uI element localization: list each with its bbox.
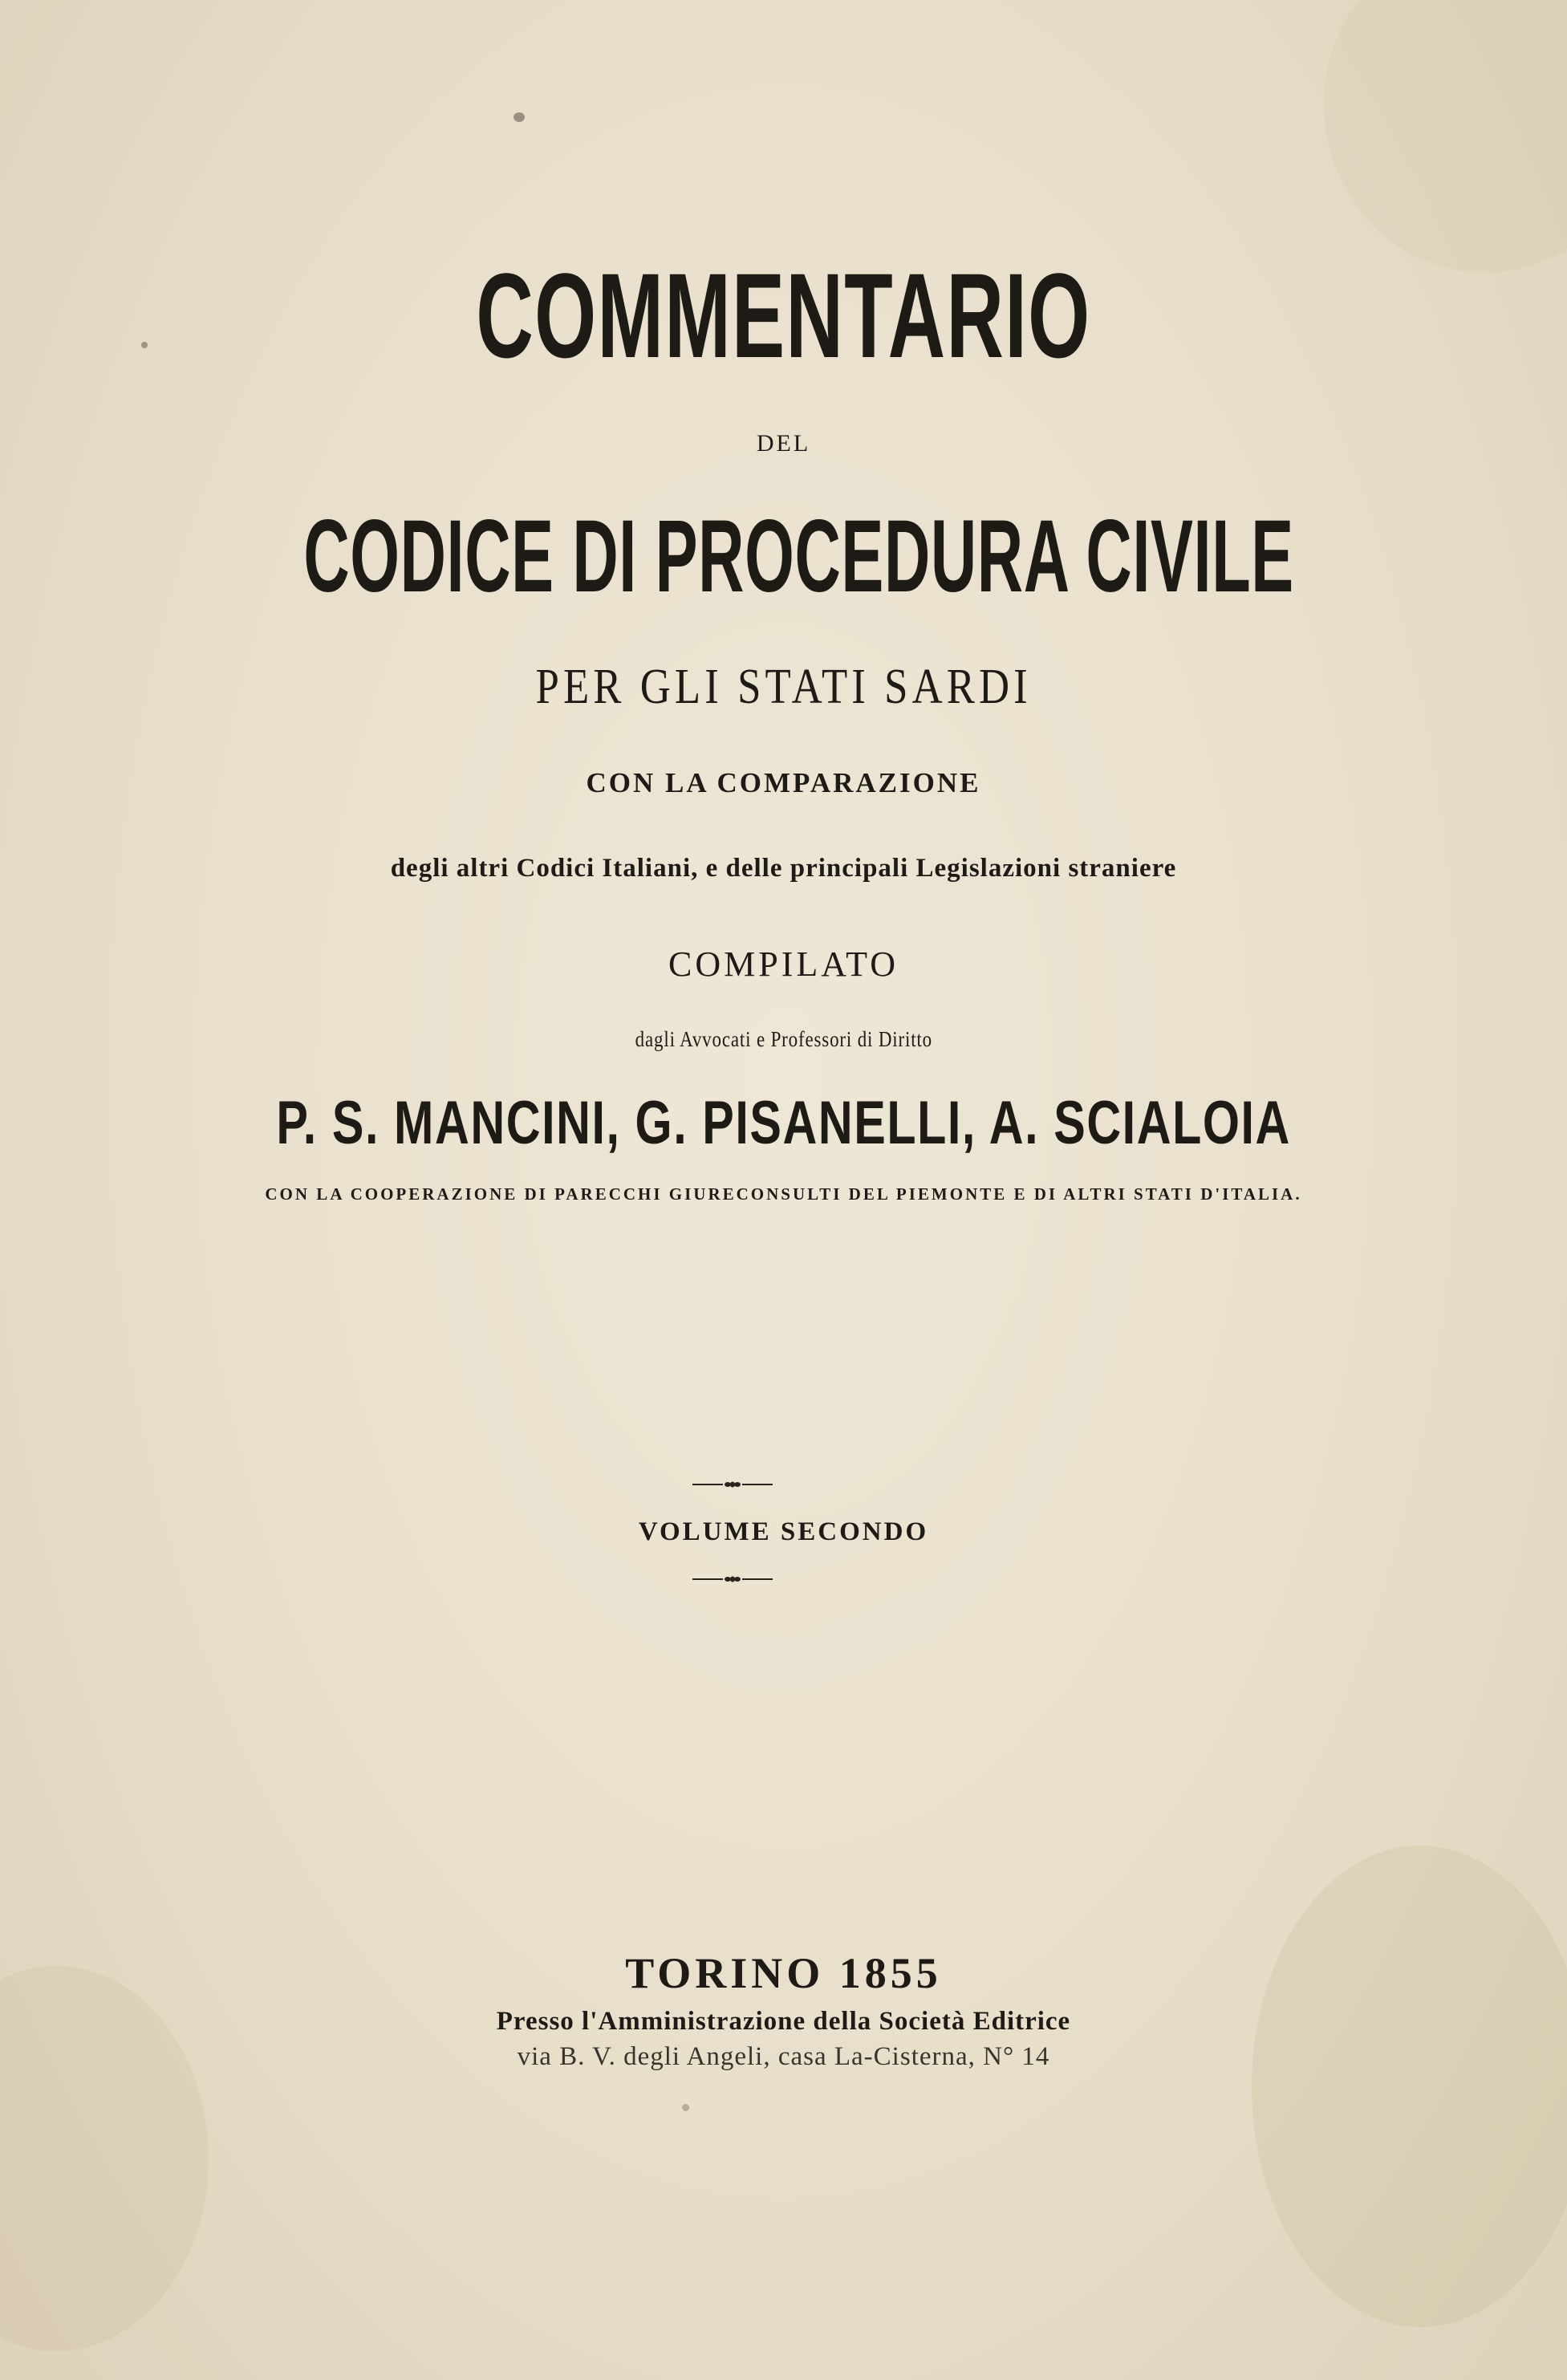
jurisdiction xyxy=(0,662,1567,712)
paper-foxing xyxy=(1324,0,1567,273)
paper-foxing xyxy=(1252,1846,1567,2327)
imprint-publisher: Presso l'Amministrazione della Società Editrice xyxy=(496,2007,1071,2036)
paper-spot xyxy=(682,2104,689,2111)
book-subject xyxy=(0,499,1567,614)
book-title-text: COMMENTARIO xyxy=(476,248,1091,383)
rule-ornament-top xyxy=(692,1480,773,1489)
book-title xyxy=(0,248,1567,383)
imprint-address: via B. V. degli Angeli, casa La-Cisterna, N° 14 xyxy=(517,2042,1050,2071)
compiled-label: COMPILATO xyxy=(668,944,899,984)
jurisdiction-text: PER GLI STATI SARDI xyxy=(535,660,1032,714)
authors xyxy=(0,1089,1567,1157)
compiled-by xyxy=(0,1029,1567,1050)
comparison-detail: degli altri Codici Italiani, e delle principali Legislazioni straniere xyxy=(390,854,1177,883)
cooperation-note: CON LA COOPERAZIONE DI PARECCHI GIURECONSULTI DEL PIEMONTE E DI ALTRI STATI D'ITALIA. xyxy=(265,1184,1302,1204)
volume-label: VOLUME SECONDO xyxy=(638,1517,929,1546)
book-subject-text: CODICE DI PROCEDURA CIVILE xyxy=(303,499,1294,614)
comparison-heading: CON LA COMPARAZIONE xyxy=(586,767,981,798)
compiled-by-text: dagli Avvocati e Professori di Diritto xyxy=(635,1027,932,1051)
authors-text: P. S. MANCINI, G. PISANELLI, A. SCIALOIA xyxy=(276,1089,1291,1157)
rule-ornament-bottom xyxy=(692,1574,773,1584)
imprint-city-year: TORINO 1855 xyxy=(625,1949,942,1997)
title-connector: DEL xyxy=(756,430,811,457)
paper-spot xyxy=(514,112,525,122)
